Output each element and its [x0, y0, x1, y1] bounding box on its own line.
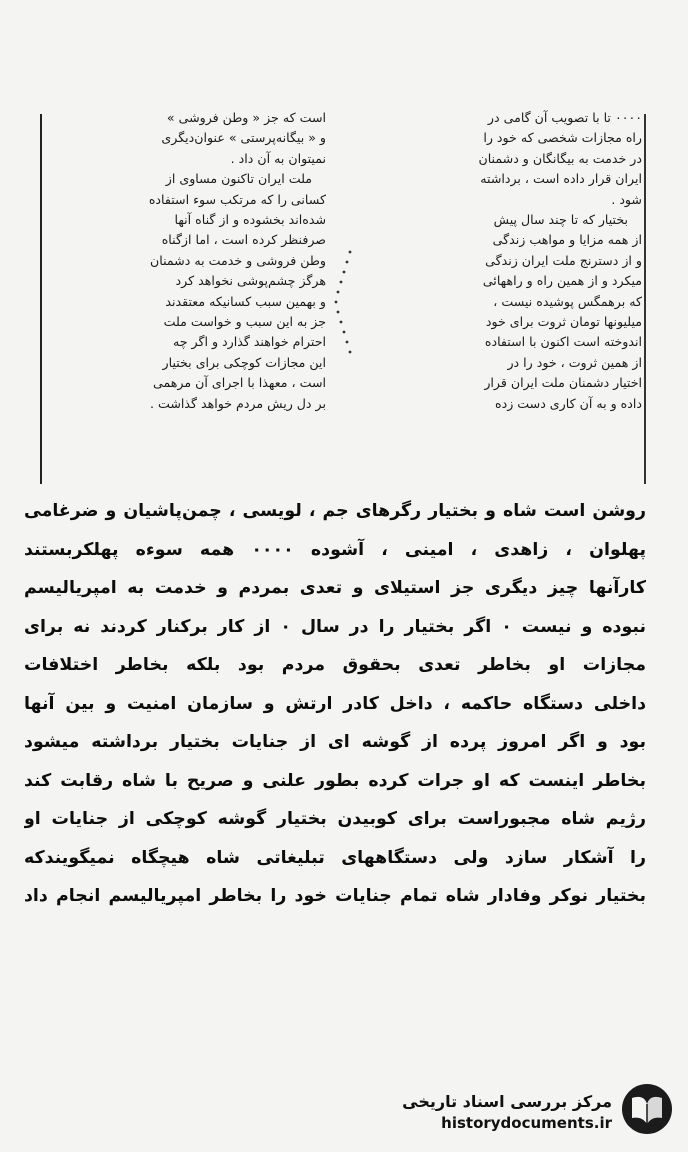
clipping-line: ملت ایران تاکنون مساوی از: [165, 171, 312, 187]
body-line: پهلوان ، زاهدی ، امینی ، آشوده ۰۰۰۰ همه سوءه پهلکربستند: [24, 539, 646, 560]
clipping-line: نمیتوان به آن داد .: [230, 150, 326, 166]
body-line: رژیم شاه مجبوراست برای کوبیدن بختیار گوشه کوچکی از جنایات او: [24, 809, 646, 829]
body-line: بخاطر اینست که او جرات کرده بطور علنی و صریح با شاه رقابت کند: [24, 770, 646, 791]
body-line: بختیار نوکر وفادار شاه تمام جنایات خود را بخاطر امپریالیسم انجام داد: [24, 886, 646, 906]
brand-name: مرکز بررسی اسناد تاریخی: [402, 1092, 612, 1111]
body-line: بود و اگر امروز پرده از گوشه ای از جنایات بختیار برداشته میشود: [24, 732, 646, 752]
clipping-line: و « بیگانه‌پرستی » عنوان‌دیگری: [161, 130, 326, 146]
clipping-line: است که جز « وطن فروشی »: [166, 110, 326, 125]
clipping-line: ۰۰۰۰ تا با تصویب آن گامی در: [487, 110, 642, 125]
clipping-line: وطن فروشی و خدمت به دشمنان: [150, 252, 326, 268]
clipping-line: در خدمت به بیگانگان و دشمنان: [478, 150, 642, 166]
watermark-footer: [374, 1080, 674, 1140]
column-rule-left: [40, 114, 42, 484]
book-logo-icon: [620, 1082, 674, 1136]
column-continuation-dots: [330, 248, 354, 418]
clipping-line: راه مجازات شخصی که خود را: [483, 130, 642, 146]
clipping-left-column: [58, 108, 326, 414]
clipping-line: از همین ثروت ، خود را در: [507, 354, 642, 370]
body-line: روشن است شاه و بختیار رگرهای جم ، لویسی ، چمن‌پاشیان و ضرغامی: [24, 501, 646, 521]
body-line: داخلی دستگاه حاکمه ، داخل کادر ارتش و سازمان امنیت و بین آنها: [24, 693, 646, 714]
clipping-line: احترام خواهند گذارد و اگر چه: [172, 334, 326, 350]
clipping-line: اندوخته است اکنون با استفاده: [484, 334, 642, 350]
clipping-line: و از دسترنج ملت ایران زندگی: [485, 252, 642, 268]
clipping-line: از همه مزایا و مواهب زندگی: [492, 232, 642, 248]
clipping-line: شده‌اند بخشوده و از گناه آنها: [174, 212, 326, 228]
column-rule-right: [644, 114, 646, 484]
clipping-line: میکرد و از همین راه و راههائی: [482, 273, 642, 289]
clipping-line: ایران قرار داده است ، برداشته: [480, 171, 642, 187]
clipping-line: صرفنظر کرده است ، اما ازگناه: [161, 232, 326, 248]
clipping-line: اختیار دشمنان ملت ایران قرار: [484, 375, 642, 391]
clipping-line: میلیونها تومان ثروت برای خود: [485, 314, 642, 330]
body-line: نبوده و نیست ۰ اگر بختیار را در سال ۰ از کار برکنار کردند نه برای: [24, 616, 646, 637]
clipping-right-column: [384, 108, 642, 414]
clipping-line: که برهمگس پوشیده نیست ،: [493, 293, 642, 309]
body-line: را آشکار سازد ولی دستگاههای تبلیغاتی شاه هیچگاه نمیگویندکه: [24, 847, 646, 868]
typed-body-text: [24, 492, 646, 916]
clipping-line: کسانی را که مرتکب سوء استفاده: [148, 191, 326, 207]
clipping-line: این مجازات کوچکی برای بختیار: [162, 354, 326, 370]
body-line: مجازات او بخاطر تعدی بحقوق مردم بود بلکه بخاطر اختلافات: [24, 655, 646, 675]
site-url[interactable]: historydocuments.ir: [441, 1114, 612, 1132]
clipping-line: بر دل ریش مردم خواهد گذاشت .: [149, 395, 326, 411]
clipping-line: شود .: [611, 191, 642, 207]
clipping-line: جز به این سبب و خواست ملت: [163, 314, 326, 330]
clipping-line: بختیار که تا چند سال پیش: [493, 212, 628, 228]
clipping-line: است ، معهذا با اجرای آن مرهمی: [152, 375, 326, 391]
clipping-line: هرگز چشم‌پوشی نخواهد کرد: [175, 273, 326, 289]
newspaper-clipping: [38, 108, 646, 488]
clipping-line: داده و به آن کاری دست زده: [494, 395, 642, 411]
body-line: کارآنها چیز دیگری جز استیلای و تعدی بمردم و خدمت به امپریالیسم: [24, 578, 646, 598]
clipping-line: و بهمین سبب کسانیکه معتقدند: [165, 293, 326, 309]
